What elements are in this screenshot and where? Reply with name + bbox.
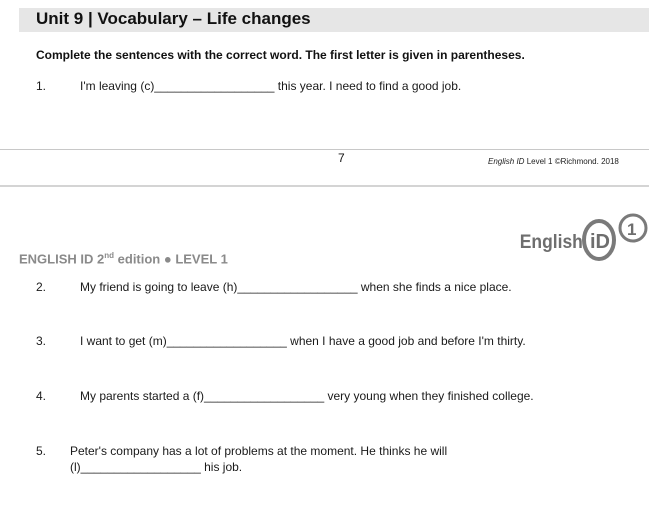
english-id-logo bbox=[517, 212, 649, 268]
item-sentence: I want to get (m)__________________ when I have a good job and before I'm thirty. bbox=[80, 334, 526, 348]
item-sentence-continued: (l)__________________ his job. bbox=[70, 460, 243, 474]
item-sentence: My parents started a (f)__________________ very young when they finished college. bbox=[80, 389, 534, 403]
item-number: 1. bbox=[36, 79, 47, 93]
item-number: 3. bbox=[36, 334, 47, 348]
item-sentence: Peter's company has a lot of problems at the moment. He thinks he will bbox=[70, 444, 448, 458]
logo-mark: iD bbox=[590, 231, 610, 253]
item-number: 2. bbox=[36, 280, 47, 294]
logo-word: English bbox=[519, 230, 583, 253]
instructions: Complete the sentences with the correct word. The first letter is given in parentheses. bbox=[36, 48, 525, 62]
item-sentence: I'm leaving (c)__________________ this year. I need to find a good job. bbox=[80, 79, 462, 93]
edition-label: ENGLISH ID 2nd edition ● LEVEL 1 bbox=[19, 251, 228, 267]
page-divider bbox=[0, 149, 649, 150]
page-number: 7 bbox=[338, 151, 345, 165]
item-number: 4. bbox=[36, 389, 47, 403]
item-sentence: My friend is going to leave (h)__________________ when she finds a nice place. bbox=[80, 280, 512, 294]
page-break bbox=[0, 185, 649, 187]
logo-badge: 1 bbox=[627, 220, 637, 239]
footer-copyright: English ID Level 1 ©Richmond. 2018 bbox=[488, 157, 619, 166]
worksheet-title: Unit 9 | Vocabulary – Life changes bbox=[36, 9, 311, 28]
item-number: 5. bbox=[36, 444, 47, 458]
